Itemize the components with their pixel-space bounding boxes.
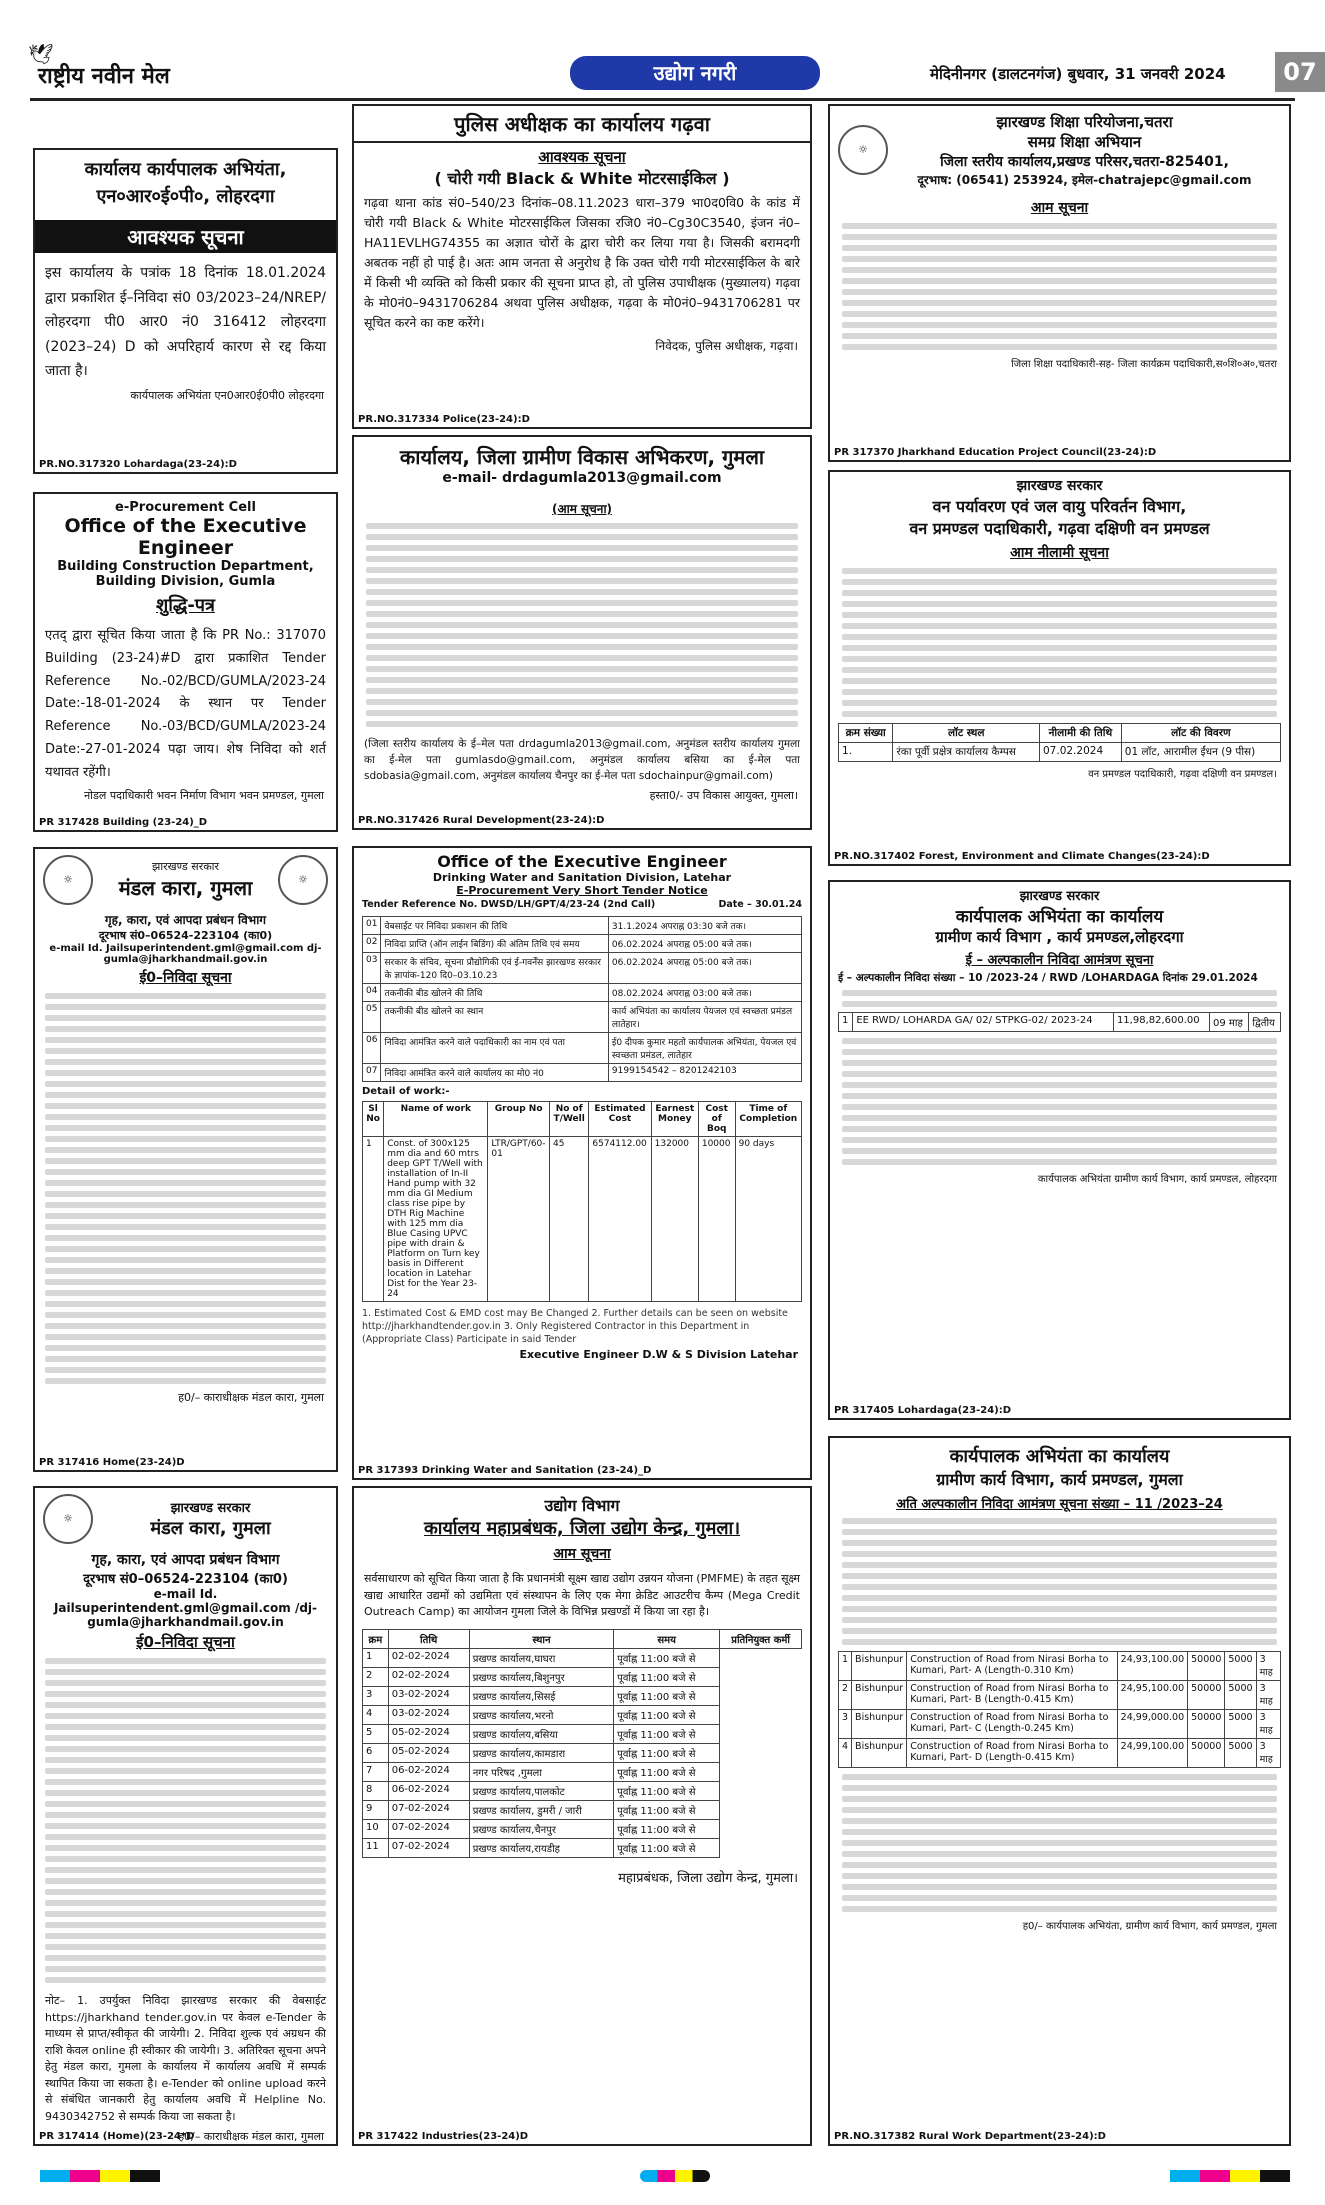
table-cell: तकनीकी बीड खोलने की तिथि <box>381 984 608 1002</box>
detail-label: Detail of work:- <box>362 1086 450 1097</box>
ad-ref: PR.NO.317382 Rural Work Department(23-24):D <box>834 2131 1106 2142</box>
table-cell: 08.02.2024 अपराह्न 03:00 बजे तक। <box>608 984 801 1002</box>
ad-sign: ह0/– काराधीक्षक मंडल कारा, गुमला <box>178 2130 324 2143</box>
ad-title: Office of the Executive Engineer <box>437 852 727 871</box>
table-cell: सरकार के संचिव, सूचना प्रौद्योगिकी एवं ई-गवर्नेंस झारखण्ड सरकार के ज्ञापांक-120 दि0–03.10.23 <box>381 953 608 984</box>
table-cell: प्रखण्ड कार्यालय,रायडीह <box>469 1838 613 1857</box>
ad-nrep-lohardaga <box>33 148 338 474</box>
table-cell: 24,99,100.00 <box>1117 1739 1187 1768</box>
ad-gov: झारखण्ड सरकार <box>1016 478 1103 494</box>
table-cell: 02 <box>363 935 381 953</box>
ad-ref: PR.NO.317426 Rural Development(23-24):D <box>358 815 605 826</box>
table-cell: 132000 <box>651 1137 698 1302</box>
table-cell: EE RWD/ LOHARDA GA/ 02/ STPKG-02/ 2023-24 <box>853 1013 1114 1032</box>
table-row <box>363 984 802 1002</box>
table-header-cell: Estimated Cost <box>589 1102 651 1137</box>
table-cell: प्रखण्ड कार्यालय, डुमरी / जारी <box>469 1800 613 1819</box>
ad-ref: PR 317370 Jharkhand Education Project Council(23-24):D <box>834 447 1157 458</box>
ad-sign: ह0/– काराधीक्षक मंडल कारा, गुमला <box>178 1391 324 1404</box>
table-cell: 3 <box>839 1710 852 1739</box>
ad-phone: दूरभाष: (06541) 253924, इमेल-chatrajepc@gmail.com <box>917 173 1252 187</box>
table-cell: 45 <box>549 1137 588 1302</box>
ad-title: Office of the Executive Engineer <box>64 515 307 559</box>
table-cell: 05-02-2024 <box>388 1724 469 1743</box>
table-cell: 8 <box>363 1781 389 1800</box>
ad-sub: समग्र शिक्षा अभियान <box>1027 133 1142 151</box>
table-cell: 3 माह <box>1256 1710 1280 1739</box>
table-header-cell: तिथि <box>388 1629 469 1648</box>
table-cell: 6 <box>363 1743 389 1762</box>
table-cell: Bishunpur <box>852 1710 907 1739</box>
table-row <box>363 1819 802 1838</box>
ad-education-chatra <box>828 104 1291 462</box>
table-cell: 03 <box>363 953 381 984</box>
ad-title: कार्यालय महाप्रबंधक, जिला उद्योग केन्द्र, गुमला। <box>423 1518 741 1539</box>
ad-body: इस कार्यालय के पत्रांक 18 दिनांक 18.01.2024 द्वारा प्रकाशित ई–निविदा सं0 03/2023–24/NREP/लोहरदगा पी0 आर0 नं0 316412 लोहरदगा (2023–24) D को अपरिहार्य कारण से रद्द किया जाता है। <box>45 265 326 379</box>
table-cell: 24,93,100.00 <box>1117 1652 1187 1681</box>
emblem-icon: ☼ <box>838 125 888 175</box>
conditions-placeholder <box>842 1774 1277 1912</box>
masthead <box>28 42 1317 101</box>
table-cell: 06-02-2024 <box>388 1781 469 1800</box>
ad-bar: आम सूचना <box>1030 200 1089 216</box>
table-cell: 4 <box>363 1705 389 1724</box>
ad-sign: हस्ता0/- उप विकास आयुक्त, गुमला। <box>649 789 798 803</box>
table-cell: पूर्वाह्न 11:00 बजे से <box>614 1838 720 1857</box>
conditions-placeholder <box>842 1038 1277 1165</box>
table-cell: 24,95,100.00 <box>1117 1681 1187 1710</box>
notice-no: ई – अल्पकालीन निविदा संख्या – 10 /2023-24 / RWD /LOHARDAGA दिनांक 29.01.2024 <box>838 972 1258 984</box>
ad-sub: Drinking Water and Sanitation Division, Latehar <box>432 871 732 884</box>
table-header-row <box>363 1629 802 1648</box>
ad-mandal-kara-2 <box>33 1486 338 2146</box>
table-cell: प्रखण्ड कार्यालय,सिसई <box>469 1686 613 1705</box>
ad-mandal-kara-1 <box>33 847 338 1472</box>
schedule-placeholder <box>842 1518 1277 1645</box>
table-cell: पूर्वाह्न 11:00 बजे से <box>614 1686 720 1705</box>
ad-dwsd-latehar <box>352 846 812 1480</box>
table-cell: 07 <box>363 1064 381 1082</box>
table-cell: 5000 <box>1225 1739 1256 1768</box>
ad-sign: Executive Engineer D.W & S Division Latehar <box>519 1348 798 1362</box>
ad-title: पुलिस अधीक्षक का कार्यालय गढ़वा <box>354 106 810 143</box>
table-row <box>839 743 1281 762</box>
table-cell: प्रखण्ड कार्यालय,बिशुनपुर <box>469 1667 613 1686</box>
table-cell: 7 <box>363 1762 389 1781</box>
table-cell: Construction of Road from Nirasi Borha to Kumari, Part- D (Length-0.415 Km) <box>907 1739 1117 1768</box>
table-cell: 06.02.2024 अपराह्न 05:00 बजे तक। <box>608 935 801 953</box>
table-row <box>363 1137 802 1302</box>
ad-ref: PR 317405 Lohardaga(23-24):D <box>834 1405 1012 1416</box>
table-header-cell: No of T/Well <box>549 1102 588 1137</box>
table-cell: 10 <box>363 1819 389 1838</box>
auction-table <box>838 723 1281 762</box>
table-row <box>363 935 802 953</box>
ad-ref: PR 317416 Home(23-24)D <box>39 1457 185 1468</box>
ad-sub: Building Construction Department, Building Division, Gumla <box>57 559 314 589</box>
emblem-icon: ☼ <box>278 855 328 905</box>
table-cell: 50000 <box>1188 1652 1225 1681</box>
table-cell: पूर्वाह्न 11:00 बजे से <box>614 1800 720 1819</box>
page-number: 07 <box>1275 52 1325 92</box>
table-cell: पूर्वाह्न 11:00 बजे से <box>614 1724 720 1743</box>
table-cell: 1. <box>839 743 893 762</box>
color-strip <box>40 2170 160 2182</box>
emblem-icon: ☼ <box>43 855 93 905</box>
ad-dept: वन पर्यावरण एवं जल वायु परिवर्तन विभाग, <box>932 497 1187 516</box>
table-cell: 11,98,82,600.00 <box>1113 1013 1209 1032</box>
table-header-cell: Group No <box>488 1102 550 1137</box>
ad-sign: निवेदक, पुलिस अधीक्षक, गढ़वा। <box>655 339 798 353</box>
emblem-icon: ☼ <box>43 1494 93 1544</box>
tender-table-placeholder <box>45 1658 326 1983</box>
work-detail-table <box>362 1101 802 1302</box>
ad-phone: दूरभाष सं0–06524-223104 (का0) <box>83 1572 288 1587</box>
section-title: उद्योग नगरी <box>570 56 820 90</box>
table-row <box>363 917 802 935</box>
ad-body: एतद् द्वारा सूचित किया जाता है कि PR No.: 317070 Building (23-24)#D द्वारा प्रकाशित Tender Reference No.-02/BCD/GUMLA/2023-24 Date:-18-01-2024 के स्थान पर Tender Reference No.-03/BCD/GUMLA/2023-24 Date:-27-01-2024 पढ़ा जाय। शेष निविदा को शर्त यथावत रहेंगी। <box>45 628 326 780</box>
table-cell: नगर परिषद ,गुमला <box>469 1762 613 1781</box>
bird-logo-icon: 🕊 <box>28 42 54 66</box>
ad-cell: e-Procurement Cell <box>115 500 256 515</box>
table-row <box>363 1743 802 1762</box>
ad-bar: ई0–निविदा सूचना <box>136 1633 235 1651</box>
table-cell: 06.02.2024 अपराह्न 05:00 बजे तक। <box>608 953 801 984</box>
ad-dept: उद्योग विभाग <box>544 1496 620 1515</box>
table-row <box>363 1667 802 1686</box>
ad-gov: झारखण्ड सरकार <box>170 1501 251 1516</box>
ad-gov: झारखण्ड सरकार <box>1019 889 1100 904</box>
table-cell: 90 days <box>735 1137 801 1302</box>
ad-dept: गृह, कारा, एवं आपदा प्रबंधन विभाग <box>104 913 267 927</box>
table-row <box>363 953 802 984</box>
ad-ref: PR 317414 (Home)(23-24*D <box>39 2131 195 2142</box>
tender-table-placeholder <box>45 993 326 1384</box>
ad-title: कार्यपालक अभियंता का कार्यालय <box>955 907 1164 927</box>
table-cell: निविदा प्राप्ति (ऑन लाईन बिडिंग) की अंतिम तिथि एवं समय <box>381 935 608 953</box>
table-header-cell: Sl No <box>363 1102 384 1137</box>
table-header-cell: लॉट स्थल <box>893 724 1040 743</box>
table-cell: पूर्वाह्न 11:00 बजे से <box>614 1819 720 1838</box>
table-cell: 1 <box>363 1648 389 1667</box>
ad-sign: महाप्रबंधक, जिला उद्योग केन्द्र, गुमला। <box>618 1870 798 1886</box>
table-row <box>839 1652 1281 1681</box>
table-cell: पूर्वाह्न 11:00 बजे से <box>614 1743 720 1762</box>
table-cell: 03-02-2024 <box>388 1686 469 1705</box>
ad-addr: जिला स्तरीय कार्यालय,प्रखण्ड परिसर,चतरा-825401, <box>940 154 1229 170</box>
tender-date: Date – 30.01.24 <box>718 899 802 910</box>
ad-bar: ई – अल्पकालीन निविदा आमंत्रण सूचना <box>965 953 1154 968</box>
ad-sub2: ( चोरी गयी Black & White मोटरसाईकिल ) <box>434 169 730 188</box>
ad-sign: ह0/– कार्यपालक अभियंता, ग्रामीण कार्य विभाग, कार्य प्रमण्डल, गुमला <box>1022 1921 1277 1932</box>
ad-bar: शुद्धि-पत्र <box>156 595 215 616</box>
ad-industries-gumla <box>352 1486 812 2146</box>
table-cell: प्रखण्ड कार्यालय,घाघरा <box>469 1648 613 1667</box>
table-cell: 03-02-2024 <box>388 1705 469 1724</box>
ad-title: कार्यपालक अभियंता का कार्यालय <box>949 1446 1170 1467</box>
table-cell: 07-02-2024 <box>388 1838 469 1857</box>
ad-email: e-mail Id. Jailsuperintendent.gml@gmail.com /dj-gumla@jharkhandmail.gov.in <box>53 1587 318 1629</box>
table-cell: 4 <box>839 1739 852 1768</box>
table-cell: 9 <box>363 1800 389 1819</box>
ad-email: e-mail- drdagumla2013@gmail.com <box>442 470 722 486</box>
ad-title: मंडल कारा, गुमला <box>118 876 253 900</box>
table-cell: पूर्वाह्न 11:00 बजे से <box>614 1705 720 1724</box>
table-cell: 50000 <box>1188 1710 1225 1739</box>
ad-forest-garhwa <box>828 470 1291 866</box>
road-works-table <box>838 1651 1281 1768</box>
table-cell: LTR/GPT/60-01 <box>488 1137 550 1302</box>
table-cell: 11 <box>363 1838 389 1857</box>
table-header-row <box>839 724 1281 743</box>
body-text-placeholder <box>842 990 1277 1007</box>
table-cell: 1 <box>363 1137 384 1302</box>
table-cell: 09 माह <box>1210 1013 1249 1032</box>
table-cell: 3 <box>363 1686 389 1705</box>
ad-ref: PR.NO.317334 Police(23-24):D <box>358 414 530 425</box>
table-header-cell: समय <box>614 1629 720 1648</box>
table-cell: प्रखण्ड कार्यालय,पालकोट <box>469 1781 613 1800</box>
table-cell: 3 माह <box>1256 1681 1280 1710</box>
tender-table <box>838 1012 1281 1032</box>
ad-note: नोट– 1. उपर्युक्त निविदा झारखण्ड सरकार की वेबसाईट https://jharkhand tender.gov.in पर केवल e-Tender के माध्यम से प्राप्त/स्वीकृत की जायेगी। 2. निविदा शुल्क एवं अग्रधन की राशि केवल online ही स्वीकार की जायेगी। 3. अतिरिक्त सूचना अपने हेतु मंडल कारा, गुमला के कार्यालय में कार्यालय अवधि में सम्पर्क स्थापित किया जा सकता है। e-Tender को online upload करने से संबंधित जानकारी हेतु कार्यालय अवधि में Helpline No. 9430342752 से सम्पर्क किया जा सकता है। <box>45 1994 326 2123</box>
table-cell: 06-02-2024 <box>388 1762 469 1781</box>
table-cell: निविदा आमंत्रित करने वाले पदाधिकारी का नाम एवं पता <box>381 1033 608 1064</box>
ad-sub1: आवश्यक सूचना <box>538 148 626 166</box>
table-cell: 01 लॉट, आरामील ईंधन (9 पीस) <box>1121 743 1280 762</box>
table-cell: 50000 <box>1188 1739 1225 1768</box>
ad-ref: PR 317422 Industries(23-24)D <box>358 2131 529 2142</box>
table-cell: Bishunpur <box>852 1739 907 1768</box>
table-row <box>363 1686 802 1705</box>
table-cell: 05-02-2024 <box>388 1743 469 1762</box>
ad-police-garhwa <box>352 104 812 429</box>
ad-sub: आम सूचना <box>553 1546 611 1562</box>
ad-dept: गृह, कारा, एवं आपदा प्रबंधन विभाग <box>91 1552 280 1568</box>
table-cell: Const. of 300x125 mm dia and 60 mtrs deep GPT T/Well with installation of In-II Hand pump with 32 mm dia GI Medium class rise pipe by DTH Rig Machine with 125 mm dia Blue Casing UPVC pipe with drain & Platform on Turn key basis in Different location in Latehar Dist for the Year 23-24 <box>384 1137 488 1302</box>
table-cell: 02-02-2024 <box>388 1667 469 1686</box>
table-cell: पूर्वाह्न 11:00 बजे से <box>614 1781 720 1800</box>
table-cell: पूर्वाह्न 11:00 बजे से <box>614 1667 720 1686</box>
table-header-cell: Time of Completion <box>735 1102 801 1137</box>
ad-drda-gumla <box>352 435 812 830</box>
table-cell: 3 माह <box>1256 1652 1280 1681</box>
ad-title: कार्यालय कार्यपालक अभियंता, एन०आर०ई०पी०, लोहरदगा <box>84 159 287 207</box>
ad-notice: E-Procurement Very Short Tender Notice <box>456 884 708 897</box>
table-header-cell: Cost of Boq <box>698 1102 735 1137</box>
table-header-cell: लॉट की विवरण <box>1121 724 1280 743</box>
table-cell: Construction of Road from Nirasi Borha to Kumari, Part- B (Length-0.415 Km) <box>907 1681 1117 1710</box>
table-header-cell: क्रम <box>363 1629 389 1648</box>
ad-ref: PR 317393 Drinking Water and Sanitation (23-24)_D <box>358 1465 652 1476</box>
table-cell: पूर्वाह्न 11:00 बजे से <box>614 1762 720 1781</box>
ad-title: मंडल कारा, गुमला <box>150 1518 271 1539</box>
table-row <box>839 1013 1281 1032</box>
table-cell: Construction of Road from Nirasi Borha to Kumari, Part- C (Length-0.245 Km) <box>907 1710 1117 1739</box>
table-header-row <box>363 1102 802 1137</box>
ad-gov: झारखण्ड शिक्षा परियोजना,चतरा <box>996 113 1173 131</box>
table-cell: 2 <box>363 1667 389 1686</box>
table-cell: 07.02.2024 <box>1040 743 1122 762</box>
table-cell: 5000 <box>1225 1652 1256 1681</box>
table-row <box>839 1739 1281 1768</box>
ad-bar: आवश्यक सूचना <box>35 220 336 253</box>
table-cell: 06 <box>363 1033 381 1064</box>
table-cell: द्वितीय <box>1249 1013 1281 1032</box>
table-cell: प्रखण्ड कार्यालय,कामडारा <box>469 1743 613 1762</box>
ad-sign: जिला शिक्षा पदाधिकारी-सह- जिला कार्यक्रम पदाधिकारी,स०शि०अ०,चतरा <box>1011 359 1277 370</box>
table-row <box>363 1705 802 1724</box>
table-cell: Bishunpur <box>852 1652 907 1681</box>
table-cell: 07-02-2024 <box>388 1819 469 1838</box>
ad-building-gumla <box>33 492 338 832</box>
table-row <box>839 1710 1281 1739</box>
ad-bar: आम नीलामी सूचना <box>1010 545 1109 561</box>
ad-email: e-mail Id. Jailsuperintendent.gml@gmail.com dj-gumla@jharkhandmail.gov.in <box>49 943 322 965</box>
ad-gov: झारखण्ड सरकार <box>152 860 219 873</box>
ad-notes: 1. Estimated Cost & EMD cost may Be Changed 2. Further details can be seen on website http://jharkhandtender.gov.in 3. Only Registered Contractor in this Department in (Appropriate Class) Participate in said Tender <box>362 1308 788 1345</box>
ad-office: वन प्रमण्डल पदाधिकारी, गढ़वा दक्षिणी वन प्रमण्डल <box>909 519 1210 538</box>
body-text-placeholder <box>366 523 798 727</box>
table-cell: प्रखण्ड कार्यालय,भरनो <box>469 1705 613 1724</box>
table-cell: 02-02-2024 <box>388 1648 469 1667</box>
ad-sub: ग्रामीण कार्य विभाग, कार्य प्रमण्डल, गुमला <box>936 1470 1183 1489</box>
ad-sign: कार्यपालक अभियंता एन0आर0ई0पी0 लोहरदगा <box>130 388 324 402</box>
paper-name: राष्ट्रीय नवीन मेल <box>38 63 170 89</box>
table-cell: 31.1.2024 अपराह्न 03:30 बजे तक। <box>608 917 801 935</box>
ad-bar: ई0–निविदा सूचना <box>139 970 232 986</box>
table-cell: 1 <box>839 1652 852 1681</box>
table-cell: प्रखण्ड कार्यालय,चैनपुर <box>469 1819 613 1838</box>
table-row <box>363 1800 802 1819</box>
ad-rwd-gumla <box>828 1436 1291 2146</box>
table-cell: 5000 <box>1225 1710 1256 1739</box>
body-text-placeholder <box>842 223 1277 350</box>
table-cell: 5000 <box>1225 1681 1256 1710</box>
table-row <box>363 1648 802 1667</box>
table-cell: 5 <box>363 1724 389 1743</box>
table-cell: कार्य अभियंता का कार्यालय पेयजल एवं स्वच्छता प्रमंडल लातेहार। <box>608 1002 801 1033</box>
ad-body: गढ़वा थाना कांड सं0–540/23 दिनांक–08.11.2023 धारा–379 भा0द0वि0 के कांड में चोरी गयी Black & White मोटरसाईकिल जिसका रजि0 नं0–Cg30C3540, इंजन नं0–HA11EVLHG74355 का अज्ञात चोरों के द्वारा चोरी कर लिया गया है। जिसकी बरामदगी अबतक नहीं हो पाई है। अतः आम जनता से अनुरोध है कि उक्त चोरी गयी मोटरसाईकिल के बारे में किसी भी व्यक्ति को किसी प्रकार की सूचना प्राप्त हो, तो पुलिस उपाधीक्षक (मुख्यालय) गढ़वा के मो0नं0–9431706284 अथवा पुलिस अधीक्षक, गढ़वा के मो0नं0–9431706281 पर सूचित करने का कष्ट करेंगे। <box>364 195 800 330</box>
ad-sub: ग्रामीण कार्य विभाग , कार्य प्रमण्डल,लोहरदगा <box>935 928 1184 946</box>
table-cell: पूर्वाह्न 11:00 बजे से <box>614 1648 720 1667</box>
table-row <box>363 1781 802 1800</box>
color-strip <box>1170 2170 1290 2182</box>
table-cell: 2 <box>839 1681 852 1710</box>
table-cell: ई0 दीपक कुमार महतो कार्यपालक अभियंता, पेयजल एवं स्वच्छता प्रमंडल, लातेहार <box>608 1033 801 1064</box>
table-header-cell: क्रम संख्या <box>839 724 893 743</box>
color-strip <box>640 2170 710 2182</box>
table-cell: 05 <box>363 1002 381 1033</box>
ad-title: कार्यालय, जिला ग्रामीण विकास अभिकरण, गुमला <box>399 445 765 469</box>
table-cell: 3 माह <box>1256 1739 1280 1768</box>
ad-bar: अति अल्पकालीन निविदा आमंत्रण सूचना संख्या – 11 /2023–24 <box>896 1497 1223 1512</box>
table-row <box>363 1762 802 1781</box>
table-row <box>839 1681 1281 1710</box>
ad-ref: PR 317428 Building (23-24)_D <box>39 817 208 828</box>
ad-ref: PR.NO.317402 Forest, Environment and Climate Changes(23-24):D <box>834 851 1210 862</box>
table-row <box>363 1838 802 1857</box>
dateline: मेदिनीनगर (डालटनगंज) बुधवार, 31 जनवरी 2024 <box>930 65 1226 83</box>
table-cell: Construction of Road from Nirasi Borha to Kumari, Part- A (Length-0.310 Km) <box>907 1652 1117 1681</box>
ad-sub: (आम सूचना) <box>551 502 613 516</box>
table-cell: 6574112.00 <box>589 1137 651 1302</box>
table-cell: 9199154542 – 8201242103 <box>608 1064 801 1082</box>
table-header-cell: Earnest Money <box>651 1102 698 1137</box>
body-text-placeholder <box>842 568 1277 717</box>
table-cell: 04 <box>363 984 381 1002</box>
table-header-cell: नीलामी की तिथि <box>1040 724 1122 743</box>
ad-rwd-lohardaga <box>828 880 1291 1420</box>
table-cell: 07-02-2024 <box>388 1800 469 1819</box>
ad-phone: दूरभाष सं0–06524-223104 (का0) <box>98 929 273 942</box>
table-row <box>363 1033 802 1064</box>
table-header-cell: प्रतिनियुक्त कर्मी <box>720 1629 802 1648</box>
table-row <box>363 1002 802 1033</box>
table-cell: प्रखण्ड कार्यालय,बसिया <box>469 1724 613 1743</box>
table-row <box>363 1064 802 1082</box>
table-cell: रंका पूर्वी प्रक्षेत्र कार्यालय कैम्पस <box>893 743 1040 762</box>
ad-sign: कार्यपालक अभियंता ग्रामीण कार्य विभाग, कार्य प्रमण्डल, लोहरदगा <box>1037 1174 1277 1185</box>
table-cell: 50000 <box>1188 1681 1225 1710</box>
table-cell: Bishunpur <box>852 1681 907 1710</box>
table-cell: निविदा आमंत्रित करने वाले कार्यालय का मो0 नं0 <box>381 1064 608 1082</box>
tender-schedule-table <box>362 916 802 1082</box>
table-row <box>363 1724 802 1743</box>
table-cell: वेबसाईट पर निविदा प्रकाशन की तिथि <box>381 917 608 935</box>
table-header-cell: Name of work <box>384 1102 488 1137</box>
table-cell: 24,99,000.00 <box>1117 1710 1187 1739</box>
table-cell: 01 <box>363 917 381 935</box>
camp-schedule-table <box>362 1629 802 1858</box>
ad-body: सर्वसाधारण को सूचित किया जाता है कि प्रधानमंत्री सूक्ष्म खाद्य उद्योग उन्नयन योजना (PMFME) के तहत सूक्ष्म खाद्य आधारित उद्यमों को उद्यमिता एवं संस्थापन के लिए एक मेगा क्रेडिट आउटरीच कैम्प (Mega Credit Outreach Camp) का आयोजन गुमला जिले के विभिन्न प्रखण्डों में किया जा रहा है। <box>364 1572 800 1618</box>
table-cell: 1 <box>839 1013 853 1032</box>
tender-ref: Tender Reference No. DWSD/LH/GPT/4/23-24 (2nd Call) <box>362 899 656 910</box>
table-cell: तकनीकी बीड खोलने का स्थान <box>381 1002 608 1033</box>
ad-emails: (जिला स्तरीय कार्यालय के ई–मेल पता drdagumla2013@gmail.com, अनुमंडल स्तरीय कार्यालय गुमला का ई-मेल पता gumlasdo@gmail.com, अनुमंडल कार्यालय बसिया का ई-मेल पता sdobasia@gmail.com, अनुमंडल कार्यालय चैनपुर का ई-मेल पता sdochainpur@gmail.com) <box>364 738 800 782</box>
ad-sign: वन प्रमण्डल पदाधिकारी, गढ़वा दक्षिणी वन प्रमण्डल। <box>1088 769 1277 780</box>
ad-sign: नोडल पदाधिकारी भवन निर्माण विभाग भवन प्रमण्डल, गुमला <box>84 789 324 803</box>
table-header-cell: स्थान <box>469 1629 613 1648</box>
ad-ref: PR.NO.317320 Lohardaga(23-24):D <box>39 459 237 470</box>
table-cell: 10000 <box>698 1137 735 1302</box>
